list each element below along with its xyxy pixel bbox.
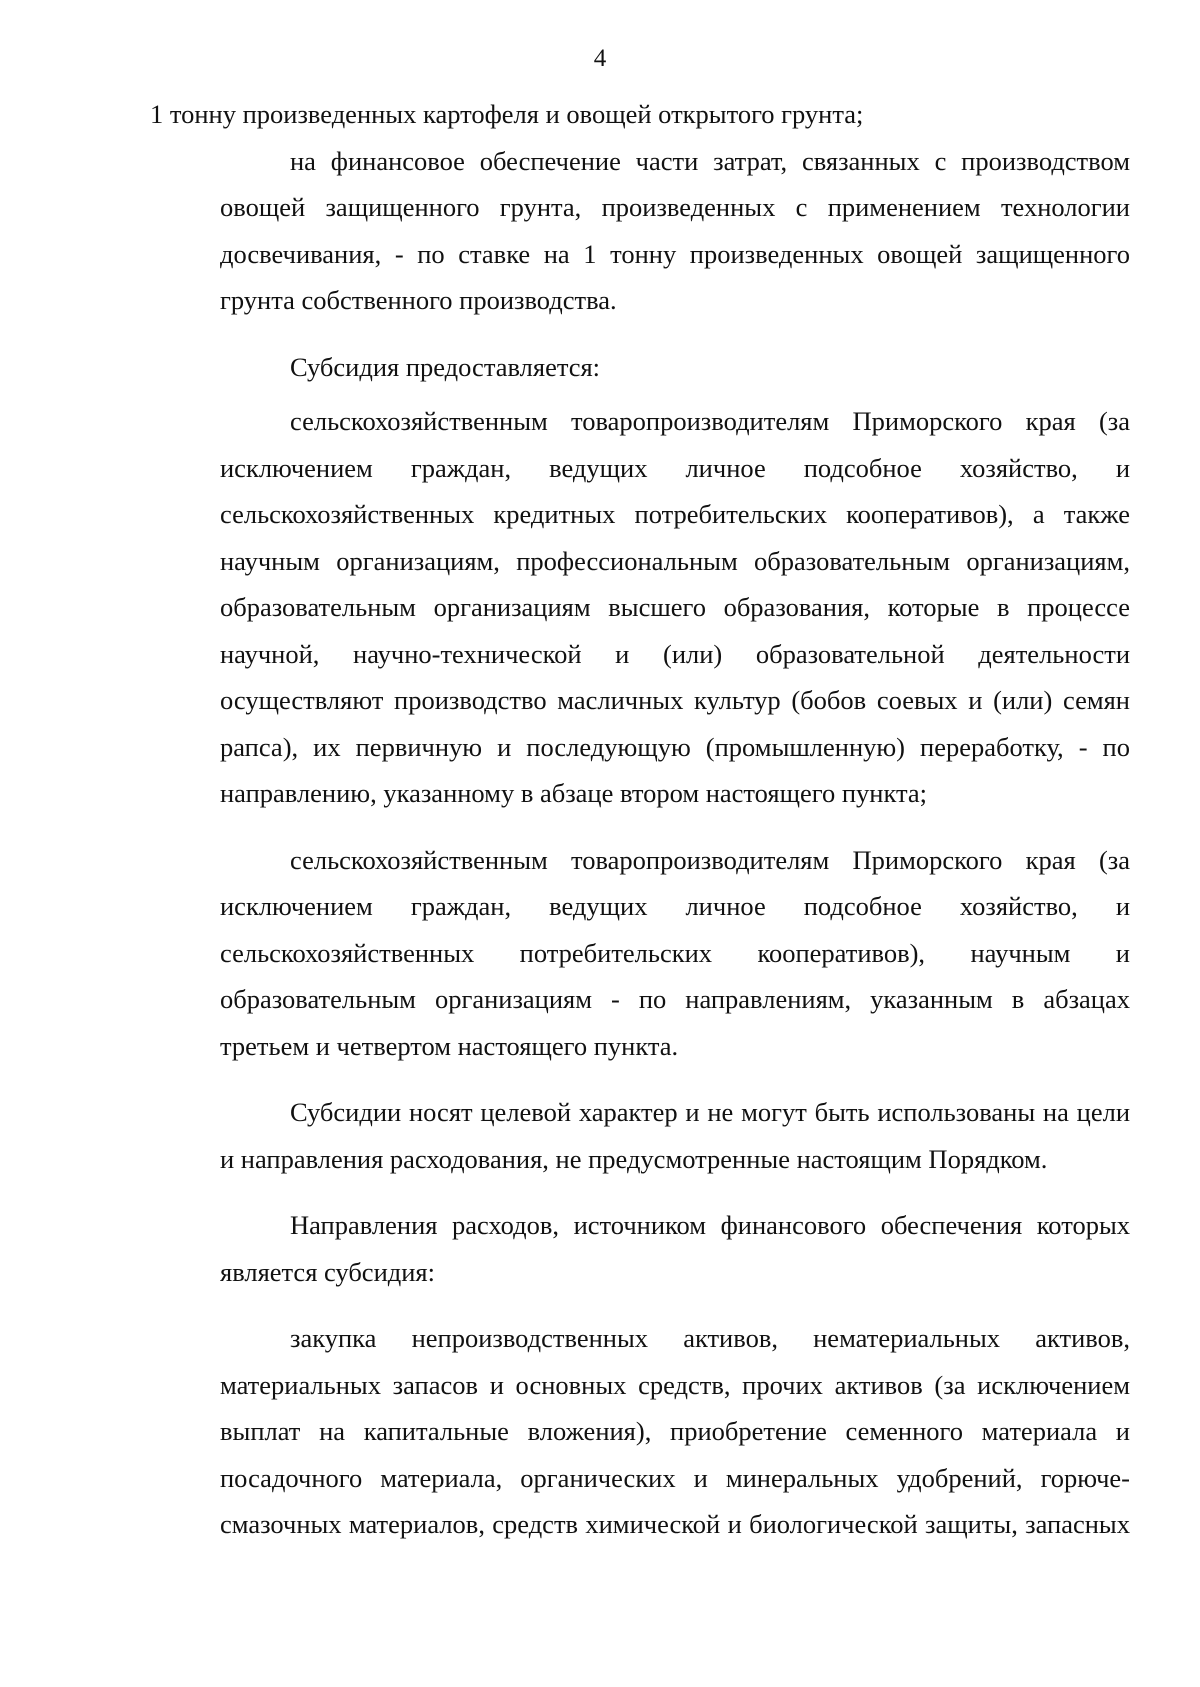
text-line: закупка непроизводственных активов, нематериальных активов, xyxy=(290,1323,1130,1353)
text-line: сельскохозяйственным товаропроизводителям Приморского края (за xyxy=(290,844,1130,875)
paragraph xyxy=(150,1089,1130,1182)
document-body xyxy=(150,91,1130,1548)
paragraph xyxy=(150,1315,1130,1548)
text-line: сельскохозяйственных кредитных потребительских кооперативов), а также xyxy=(220,499,1130,529)
text-line: овощей защищенного грунта, произведенных с применением технологии xyxy=(220,192,1130,222)
paragraph xyxy=(150,344,1130,391)
text-line: научной, научно-технической и (или) образовательной деятельности xyxy=(220,638,1130,669)
text-line: образовательным организациям высшего образования, которые в процессе xyxy=(220,592,1130,622)
text-line: досвечивания, - по ставке на 1 тонну произведенных овощей защищенного xyxy=(220,238,1130,269)
text-line: выплат на капитальные вложения), приобретение семенного материала и xyxy=(220,1416,1130,1446)
text-line: Субсидия предоставляется: xyxy=(290,351,601,382)
text-line: образовательным организациям - по направлениям, указанным в абзацах xyxy=(220,984,1130,1014)
paragraph xyxy=(150,398,1130,817)
text-line: исключением граждан, ведущих личное подсобное хозяйство, и xyxy=(220,891,1130,921)
paragraph xyxy=(150,91,1130,138)
page-number: 4 xyxy=(593,45,607,72)
text-line: сельскохозяйственных потребительских кооперативов), научным и xyxy=(220,937,1130,968)
text-line: посадочного материала, органических и минеральных удобрений, горюче- xyxy=(220,1462,1130,1493)
text-line: является субсидия: xyxy=(220,1256,435,1287)
text-line: осуществляют производство масличных культур (бобов соевых и (или) семян xyxy=(220,685,1130,715)
text-line: на финансовое обеспечение части затрат, связанных с производством xyxy=(290,145,1130,176)
text-line: исключением граждан, ведущих личное подсобное хозяйство, и xyxy=(220,452,1130,483)
paragraph xyxy=(150,837,1130,1070)
text-line: Направления расходов, источником финансового обеспечения которых xyxy=(290,1210,1130,1240)
text-line: Субсидии носят целевой характер и не могут быть использованы на цели xyxy=(290,1097,1130,1127)
text-line: третьем и четвертом настоящего пункта. xyxy=(220,1030,679,1061)
text-line: сельскохозяйственным товаропроизводителям Приморского края (за xyxy=(290,406,1130,436)
text-line: материальных запасов и основных средств, прочих активов (за исключением xyxy=(220,1369,1130,1400)
text-line: направлению, указанному в абзаце втором настоящего пункта; xyxy=(220,778,928,808)
text-line: и направления расходования, не предусмотренные настоящим Порядком. xyxy=(220,1143,1048,1174)
text-line: рапса), их первичную и последующую (промышленную) переработку, - по xyxy=(220,731,1130,762)
paragraph xyxy=(150,1202,1130,1295)
text-line: грунта собственного производства. xyxy=(220,285,617,315)
text-line: научным организациям, профессиональным образовательным организациям, xyxy=(220,545,1130,576)
paragraph xyxy=(150,138,1130,324)
text-line: 1 тонну произведенных картофеля и овощей открытого грунта; xyxy=(150,99,864,129)
text-line: смазочных материалов, средств химической и биологической защиты, запасных xyxy=(220,1509,1130,1539)
